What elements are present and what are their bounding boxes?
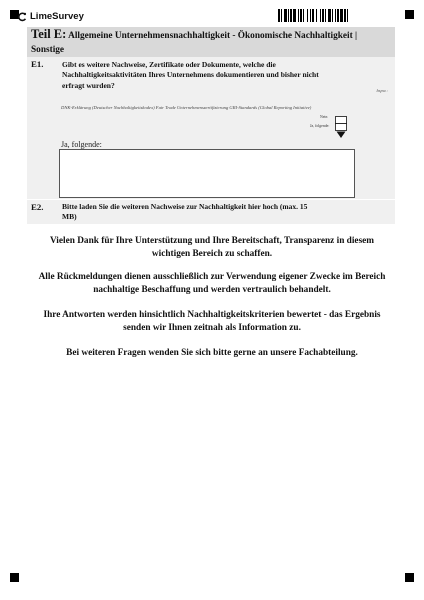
corner-mark-bottom-right	[405, 573, 414, 582]
section-header	[27, 27, 395, 57]
limesurvey-logo	[17, 11, 84, 22]
closing-paragraph-thanks: Vielen Dank für Ihre Unterstützung und Ihre Bereitschaft, Transparenz in diesem wichtigen Bereich zu schaffen.	[49, 236, 375, 260]
section-title-text: Allgemeine Unternehmensnachhaltigkeit - Ökonomische Nachhaltigkeit | Sonstige	[31, 31, 358, 55]
section-title-lead: Teil E:	[31, 27, 67, 41]
question-e1-answer-field[interactable]	[59, 149, 355, 198]
limesurvey-logo-icon	[17, 12, 27, 22]
question-e1-answer-label: Ja, folgende:	[61, 140, 102, 149]
closing-paragraph-evaluation: Ihre Antworten werden hinsichtlich Nachhaltigkeitskriterien bewertet - das Ergebnis senden wir Ihnen zeitnah als Information zu.	[43, 310, 381, 334]
question-e1-legend-yes: Ja, folgende:	[310, 124, 330, 128]
logo-text: LimeSurvey	[30, 11, 84, 22]
question-e2-text: Bitte laden Sie die weiteren Nachweise zur Nachhaltigkeit hier hoch (max. 15 MB)	[62, 202, 308, 222]
barcode-icon	[278, 9, 394, 22]
corner-mark-top-right	[405, 10, 414, 19]
closing-paragraph-contact: Bei weiteren Fragen wenden Sie sich bitte gerne an unsere Fachabteilung.	[66, 348, 358, 358]
question-e1-text: Gibt es weitere Nachweise, Zertifikate oder Dokumente, welche die Nachhaltigkeitsaktivitäten Ihres Unternehmens dokumentieren und bisher nicht erfragt wurden?	[62, 60, 319, 90]
question-e1-legend-no: Nein	[320, 115, 328, 119]
closing-paragraph-confidentiality: Alle Rückmeldungen dienen ausschließlich zur Verwendung eigener Zwecke im Bereich nachhaltige Beschaffung und werden vertraulich behandelt.	[38, 272, 386, 296]
answer-choice-marker-icon[interactable]	[335, 116, 347, 139]
section-title	[31, 28, 391, 57]
corner-mark-bottom-left	[10, 573, 19, 582]
question-e2-number: E2.	[31, 202, 44, 212]
question-e1-number: E1.	[31, 59, 44, 69]
question-e1-note: bspw.:	[376, 88, 388, 93]
question-e1-examples: DNK-Erklärung (Deutscher Nachhaltigkeitskodex) Fair Trade Unternehmenszertifizierung GRI-Standards (Global Reporting Initiative)	[61, 105, 312, 110]
